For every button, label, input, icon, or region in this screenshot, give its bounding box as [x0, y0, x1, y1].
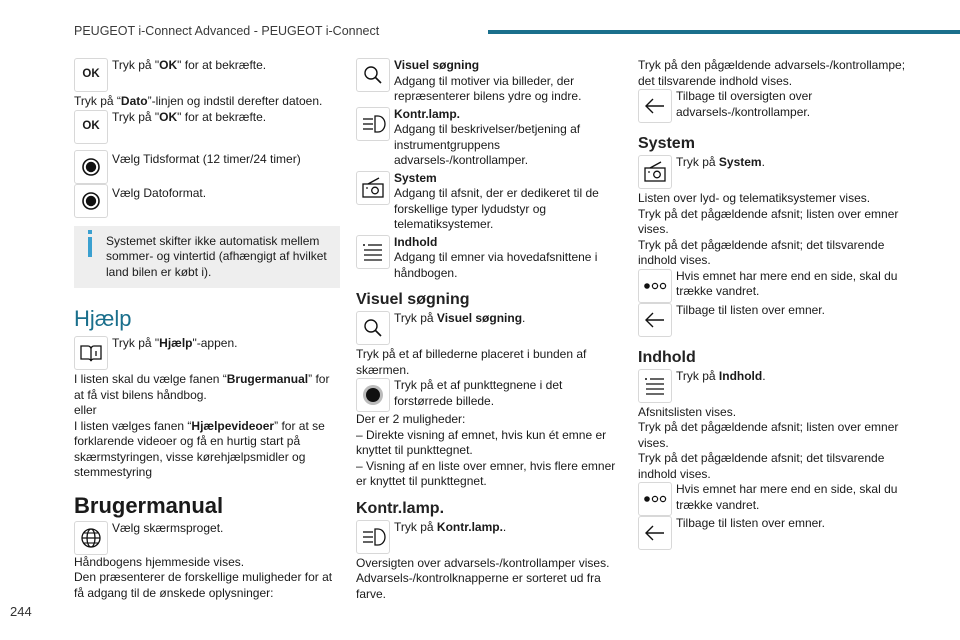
step-back-lamps: Tilbage til oversigten over advarsels-/kontrollamper. — [638, 89, 906, 123]
step-press-ok-1: OK Tryk på "OK" for at bekræfte. — [74, 58, 340, 92]
step-swipe-contents: Hvis emnet har mere end en side, skal du trække vandret. — [638, 482, 906, 516]
item-contents: Indhold Adgang til emner via hovedafsnittene i håndbogen. — [356, 235, 618, 282]
step-back-contents: Tilbage til listen over emner. — [638, 516, 906, 550]
book-icon — [74, 336, 108, 370]
step-time-format: Vælg Tidsformat (12 timer/24 timer) — [74, 150, 340, 184]
press-dato-text: Tryk på “Dato”-linjen og indstil derefter datoen. — [74, 94, 323, 108]
header-accent-bar — [488, 30, 960, 34]
column-2: Visuel søgning Adgang til motiver via billeder, der repræsenterer bilens ydre og indre. Kontr.lamp. Adgang til beskrivelser/betjening af instrumentgruppens advarsels-/kontrollamper. System Adgang til afsnit, der er dedikeret til de forskellige typer lydudstyr og telematiksystemer. Indhold Adgang til emner via hovedafsnittene i håndbogen. Visuel søgning Tryk på Visuel søgning. Tryk på et af billederne placeret i bunden af skærmen. Tryk på et af punkttegnene i det forstørrede billede. Der er 2 muligheder: – Direkte visning af emnet, hvis kun ét emne er knyttet til punkttegnet. – Visning af en liste over emner, hvis flere emner er knyttet til punkttegnet. Kontr.lamp. Tryk på Kontr.lamp.. Oversigten over advarsels-/kontrollamper vises. Advarsels-/kontrolknapperne er sorteret ud fra farve. — [356, 58, 618, 602]
step-swipe-system: Hvis emnet har mere end en side, skal du trække vandret. — [638, 269, 906, 303]
ok-icon: OK — [74, 58, 108, 92]
section-heading-contents: Indhold — [638, 348, 696, 366]
column-1: OK Tryk på "OK" for at bekræfte. Tryk på “Dato”-linjen og indstil derefter datoen. OK Tryk på "OK" for at bekræfte. Vælg Tidsformat (12 timer/24 timer) Vælg Datoformat. Systemet skifter ikke automatisk mellem sommer- og vintertid (afhængigt af hvilket land bilen er købt i). Hjælp Tryk på "Hjælp"-appen. I listen skal du vælge fanen “Brugermanual” for at få vist bilens håndbog. eller I listen vælges fanen “Hjælpevideoer” for at se forklarende videoer og få en hurtig start på skærmstyringen, visse kørehjælpsmidler og stemmestyring Brugermanual Vælg skærmsproget. Håndbogens hjemmeside vises. Den præsenterer de forskellige muligheder for at få adgang til de ønskede oplysninger: — [74, 58, 340, 601]
section-heading-warning-lamps: Kontr.lamp. — [356, 499, 445, 517]
section-heading-system: System — [638, 135, 695, 152]
step-help-app: Tryk på "Hjælp"-appen. — [74, 336, 340, 370]
section-heading-visual-search: Visuel søgning — [356, 291, 470, 308]
search-icon — [356, 58, 390, 92]
pagination-dots-icon — [638, 269, 672, 303]
step-system: Tryk på System. — [638, 155, 906, 189]
step-press-ok-2: OK Tryk på "OK" for at bekræfte. — [74, 110, 340, 144]
step-date-format: Vælg Datoformat. — [74, 184, 340, 218]
info-icon — [88, 237, 92, 257]
item-visual-search: Visuel søgning Adgang til motiver via billeder, der repræsenterer bilens ydre og indre. — [356, 58, 618, 105]
page-number: 244 — [10, 604, 32, 619]
list-icon — [638, 369, 672, 403]
back-arrow-icon — [638, 89, 672, 123]
globe-icon — [74, 521, 108, 555]
step-dot: Tryk på et af punkttegnene i det forstørrede billede. — [356, 378, 618, 412]
step-warning-lamps: Tryk på Kontr.lamp.. — [356, 520, 618, 554]
search-icon — [356, 311, 390, 345]
ok-icon: OK — [74, 110, 108, 144]
warning-lamp-icon — [356, 107, 390, 141]
radio-selected-icon — [74, 150, 108, 184]
step-language: Vælg skærmsproget. — [74, 521, 340, 555]
hotspot-dot-icon — [356, 378, 390, 412]
back-arrow-icon — [638, 303, 672, 337]
back-arrow-icon — [638, 516, 672, 550]
radio-selected-icon — [74, 184, 108, 218]
column-3: Tryk på den pågældende advarsels-/kontrollampe; det tilsvarende indhold vises. Tilbage til oversigten over advarsels-/kontrollamper. System Tryk på System. Listen over lyd- og telematiksystemer vises. Tryk på det pågældende afsnit; listen over emner vises. Tryk på det pågældende afsnit; det tilsvarende indhold vises. Hvis emnet har mere end en side, skal du trække vandret. Tilbage til listen over emner. Indhold Tryk på Indhold. Afsnitslisten vises. Tryk på det pågældende afsnit; listen over emner vises. Tryk på det pågældende afsnit; det tilsvarende indhold vises. Hvis emnet har mere end en side, skal du trække vandret. Tilbage til listen over emner. — [638, 58, 906, 550]
section-heading-manual: Brugermanual — [74, 492, 224, 518]
item-system: System Adgang til afsnit, der er dedikeret til de forskellige typer lydudstyr og telematiksystemer. — [356, 171, 618, 233]
step-visual-search: Tryk på Visuel søgning. — [356, 311, 618, 345]
step-contents: Tryk på Indhold. — [638, 369, 906, 403]
radio-device-icon — [638, 155, 672, 189]
list-icon — [356, 235, 390, 269]
pagination-dots-icon — [638, 482, 672, 516]
running-header: PEUGEOT i-Connect Advanced - PEUGEOT i-Connect — [74, 24, 380, 38]
radio-device-icon — [356, 171, 390, 205]
info-note: Systemet skifter ikke automatisk mellem sommer- og vintertid (afhængigt af hvilket land bilen er købt i). — [74, 226, 340, 289]
section-heading-help: Hjælp — [74, 306, 132, 331]
item-warning-lamps: Kontr.lamp. Adgang til beskrivelser/betjening af instrumentgruppens advarsels-/kontrollamper. — [356, 107, 618, 169]
warning-lamp-icon — [356, 520, 390, 554]
step-back-system: Tilbage til listen over emner. — [638, 303, 906, 337]
